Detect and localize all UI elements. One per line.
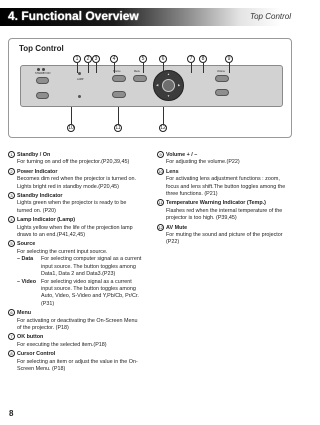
description-title: OK button — [17, 334, 44, 341]
description-entry — [8, 309, 142, 332]
description-title: Menu — [17, 310, 32, 317]
item-number-badge: 9 — [157, 151, 164, 158]
description-text: Becomes dim red when the projector is turned on. Lights bright red in standby mode.(P20,45) — [17, 176, 136, 190]
temp-indicator-icon — [78, 95, 81, 98]
cursor-right-icon[interactable]: ▶ — [178, 83, 181, 87]
page-number: 8 — [9, 409, 14, 418]
item-number-badge: 6 — [8, 309, 15, 316]
description-title: Power Indicator — [17, 168, 58, 175]
lens-button[interactable] — [36, 92, 49, 99]
description-entry — [8, 240, 142, 308]
description-title: Cursor Control — [17, 351, 56, 358]
cursor-left-icon[interactable]: ◀ — [156, 83, 159, 87]
callout-4: 4 — [110, 55, 118, 63]
description-entry — [8, 192, 142, 215]
item-number-badge: 1 — [8, 151, 15, 158]
callout-9: 9 — [225, 55, 233, 63]
callout-leader — [229, 63, 230, 73]
item-number-badge: 10 — [158, 168, 163, 174]
callout-leader — [163, 107, 164, 124]
standby-on-button[interactable] — [36, 77, 49, 84]
volume-down-button[interactable] — [215, 89, 229, 96]
source-option — [8, 279, 142, 309]
top-control-figure — [8, 38, 292, 138]
description-text: Lights yellow when the life of the projection lamp draws to an end.(P41,42,45) — [17, 224, 133, 239]
callout-12: 12 — [160, 125, 166, 131]
chapter-title: 4. Functional Overview — [8, 9, 139, 23]
callout-2: 2 — [84, 55, 92, 63]
description-title: Volume + / – — [166, 152, 198, 158]
source-option-key: – Data — [17, 256, 34, 263]
volume-label: Volume — [217, 70, 225, 73]
description-text: For activating lens adjustment functions : zoom, focus and lens shift.The button toggles among the three functions. (P21) — [166, 176, 286, 198]
lamp-label: LAMP — [77, 78, 84, 81]
callout-1: 1 — [73, 55, 81, 63]
descriptions-right-column — [157, 151, 293, 248]
figure-title: Top Control — [19, 44, 64, 53]
description-entry — [8, 333, 142, 349]
descriptions-left-column — [8, 151, 142, 374]
description-entry — [8, 216, 142, 239]
description-heading — [8, 151, 142, 159]
description-entry — [157, 151, 293, 167]
callout-11: 11 — [115, 125, 121, 131]
description-title: Temperature Warning Indicator (Temp.) — [166, 200, 266, 207]
chapter-header — [0, 8, 300, 26]
callout-7: 7 — [187, 55, 195, 63]
source-button[interactable] — [112, 75, 126, 82]
item-number-badge: 3 — [8, 192, 15, 199]
item-number-badge: 5 — [8, 240, 15, 247]
item-number-badge: 12 — [158, 224, 163, 230]
source-label: Source — [113, 70, 121, 73]
description-title: Standby Indicator — [17, 193, 63, 200]
description-heading — [8, 350, 142, 358]
callout-leader — [203, 63, 204, 73]
callout-leader — [191, 63, 192, 73]
description-entry — [8, 350, 142, 373]
standby-indicator-icon — [42, 68, 45, 71]
description-entry — [157, 224, 293, 247]
callout-8: 8 — [199, 55, 207, 63]
description-text: For selecting an item or adjust the value in the On-Screen Menu. (P18) — [17, 358, 138, 372]
description-entry — [157, 168, 293, 199]
description-title: Source — [17, 241, 36, 248]
description-heading — [157, 199, 293, 207]
callout-10: 10 — [68, 125, 74, 131]
description-heading — [8, 309, 142, 317]
description-text: For selecting the current input source. — [17, 248, 108, 255]
power-indicator-icon — [37, 68, 40, 71]
callout-leader — [163, 63, 164, 73]
cursor-up-icon[interactable]: ▲ — [167, 72, 170, 76]
cursor-down-icon[interactable]: ▼ — [167, 94, 170, 98]
description-entry — [157, 199, 293, 222]
description-heading — [157, 151, 293, 159]
description-heading — [8, 216, 142, 224]
standby-label: STANDBY/ON — [35, 72, 51, 75]
callout-leader — [77, 63, 78, 73]
callout-leader — [118, 107, 119, 124]
callout-leader — [143, 63, 144, 73]
description-text: For executing the selected item.(P18) — [17, 341, 107, 348]
source-option-key: – Video — [17, 278, 37, 285]
menu-label: Menu — [134, 70, 140, 73]
description-heading — [157, 168, 293, 176]
source-option-text: For selecting video signal as a current input source. The button toggles among Auto, Video, S-Video and Y,Pb/Cb, Pr/Cr.(P31) — [41, 278, 139, 307]
description-text: Flashes red when the internal temperature of the projector is too high. (P39,45) — [166, 207, 283, 222]
item-number-badge: 8 — [8, 350, 15, 357]
callout-leader — [114, 63, 115, 73]
lamp-indicator-icon — [78, 72, 81, 75]
source-option — [8, 256, 142, 278]
item-number-badge: 2 — [8, 168, 15, 175]
callout-leader — [71, 107, 72, 124]
callout-5: 5 — [139, 55, 147, 63]
item-number-badge: 4 — [8, 216, 15, 223]
callout-leader — [88, 63, 89, 73]
callout-6: 6 — [159, 55, 167, 63]
callout-3: 3 — [92, 55, 100, 63]
source-option-text: For selecting computer signal as a current input source. The button toggles among Data1, Data 2 and Data3.(P23) — [41, 256, 142, 278]
callout-leader — [96, 63, 97, 73]
description-heading — [8, 192, 142, 200]
menu-button[interactable] — [133, 75, 147, 82]
description-text: For turning on and off the projector.(P20,39,45) — [17, 159, 130, 166]
description-text: For muting the sound and picture of the projector (P22) — [166, 232, 283, 246]
description-title: Standby / On — [17, 152, 51, 158]
description-entry — [8, 168, 142, 191]
description-title: Lens — [166, 168, 179, 175]
description-text: Lights green when the projector is ready to be turned on. (P20) — [17, 200, 127, 214]
description-title: AV Mute — [166, 224, 188, 231]
av-mute-button[interactable] — [112, 91, 126, 98]
description-heading — [8, 168, 142, 176]
description-heading — [8, 240, 142, 248]
ok-button[interactable] — [162, 79, 175, 92]
description-text: For activating or deactivating the On-Screen Menu of the projector. (P18) — [17, 317, 138, 331]
description-entry — [8, 151, 142, 167]
description-title: Lamp Indicator (Lamp) — [17, 217, 76, 224]
description-heading — [8, 333, 142, 341]
control-panel-illustration — [20, 65, 283, 107]
volume-up-button[interactable] — [215, 75, 229, 82]
item-number-badge: 7 — [8, 333, 15, 340]
item-number-badge: 11 — [158, 200, 163, 206]
description-heading — [157, 224, 293, 232]
description-text: For adjusting the volume.(P22) — [166, 159, 240, 166]
section-label: Top Control — [249, 12, 291, 21]
